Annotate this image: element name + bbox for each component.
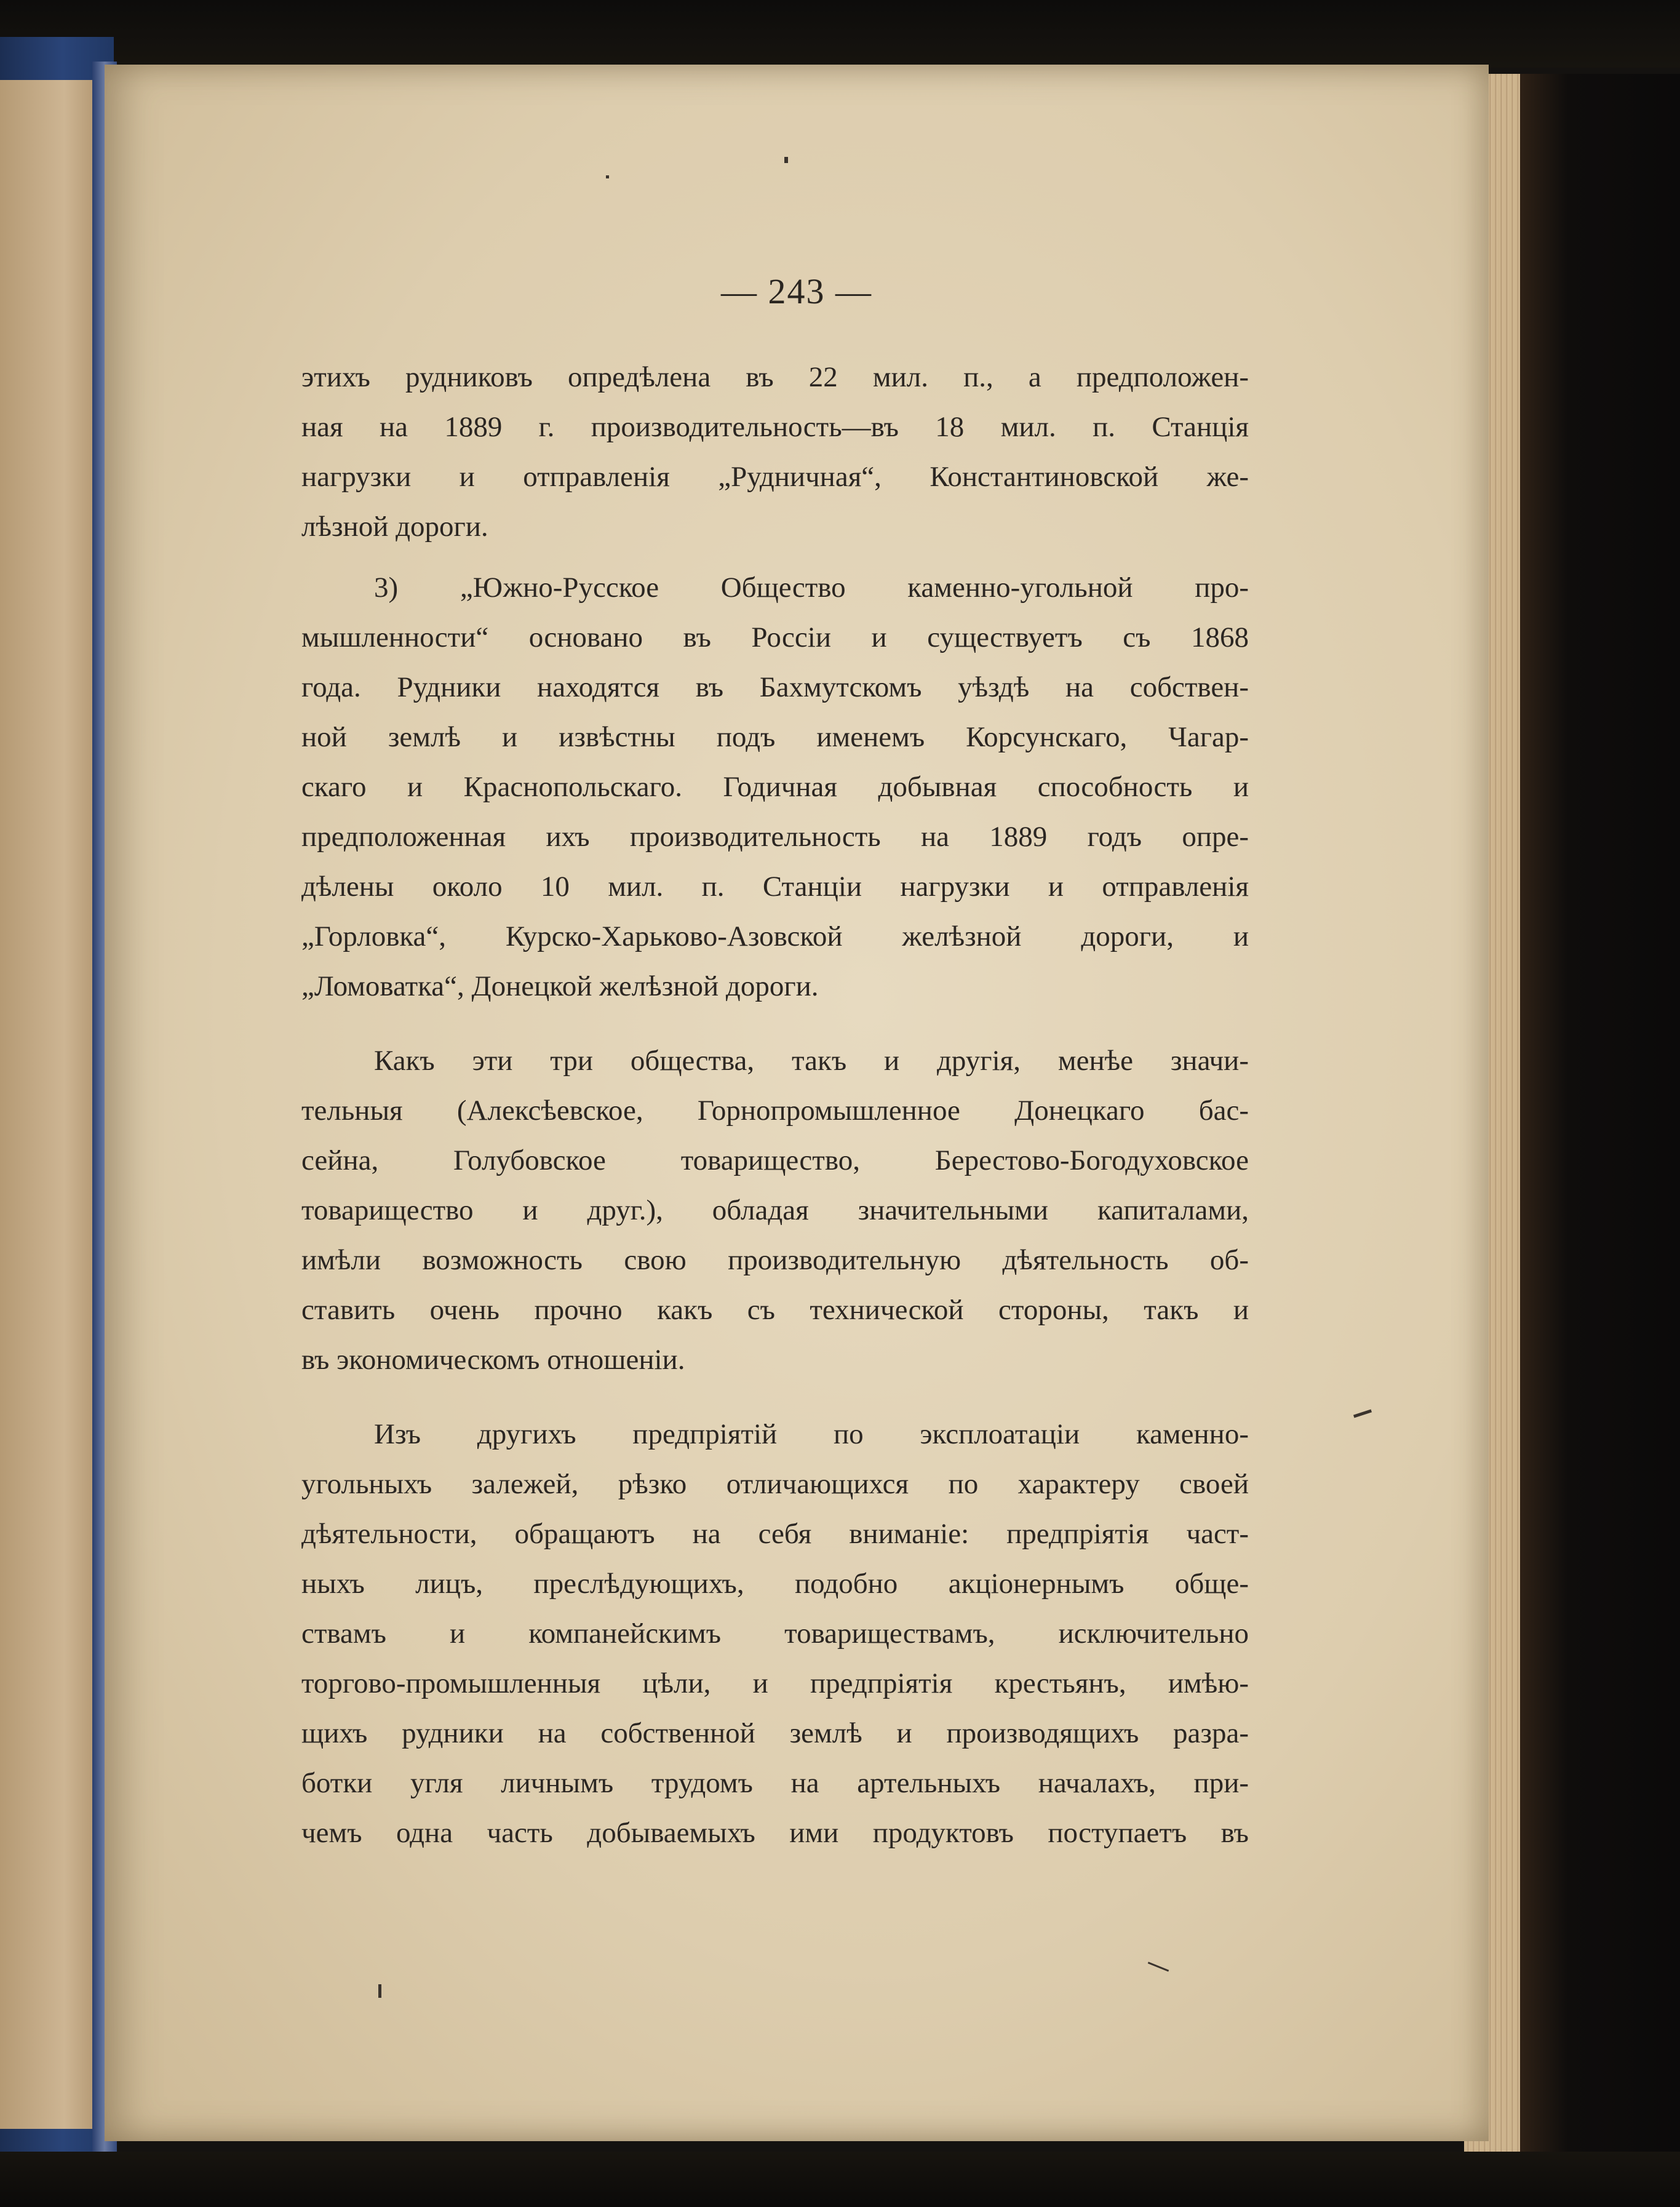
- text-line: угольныхъ залежей, рѣзко отличающихся по характеру своей: [301, 1468, 1249, 1500]
- text-line: въ экономическомъ отношеніи.: [301, 1344, 685, 1376]
- text-line: дѣятельности, обращаютъ на себя вниманіе: предпріятія част-: [301, 1518, 1249, 1550]
- text-line: ботки угля личнымъ трудомъ на артельныхъ началахъ, при-: [301, 1767, 1249, 1799]
- text-line: мышленности“ основано въ Россіи и существуетъ съ 1868: [301, 621, 1249, 653]
- text-line: „Горловка“, Курско-Харьково-Азовской желѣзной дороги, и: [301, 920, 1249, 952]
- paper-speck: [784, 157, 788, 163]
- paragraph-2: [301, 563, 1249, 1012]
- text-line: имѣли возможность свою производительную дѣятельность об-: [301, 1244, 1249, 1276]
- text-line: товарищество и друг.), обладая значительными капиталами,: [301, 1194, 1249, 1226]
- text-line: ная на 1889 г. производительность—въ 18 мил. п. Станція: [301, 411, 1249, 443]
- text-line: „Ломоватка“, Донецкой желѣзной дороги.: [301, 970, 819, 1002]
- text-line: торгово-промышленныя цѣли, и предпріятія крестьянъ, имѣю-: [301, 1667, 1249, 1699]
- text-line: щихъ рудники на собственной землѣ и производящихъ разра-: [301, 1717, 1249, 1749]
- paper-speck: [1148, 1962, 1169, 1971]
- text-line: чемъ одна часть добываемыхъ ими продуктовъ поступаетъ въ: [301, 1817, 1249, 1849]
- paragraph-1: [301, 353, 1249, 552]
- paper-speck: [1353, 1409, 1372, 1418]
- text-line: этихъ рудниковъ опредѣлена въ 22 мил. п., а предположен-: [301, 361, 1249, 393]
- text-line: ствамъ и компанейскимъ товариществамъ, исключительно: [301, 1618, 1249, 1650]
- paper-speck: [378, 1984, 381, 1998]
- book-page: [105, 65, 1489, 2141]
- text-line: Изъ другихъ предпріятій по эксплоатаціи каменно-: [374, 1418, 1249, 1450]
- text-line: года. Рудники находятся въ Бахмутскомъ уѣздѣ на собствен-: [301, 671, 1249, 703]
- text-line: сейна, Голубовское товарищество, Берестово-Богодуховское: [301, 1144, 1249, 1176]
- text-line: скаго и Краснопольскаго. Годичная добывная способность и: [301, 771, 1249, 803]
- page-body-text: [301, 353, 1249, 1858]
- text-line: ныхъ лицъ, преслѣдующихъ, подобно акціонернымъ обще-: [301, 1568, 1249, 1600]
- text-line: дѣлены около 10 мил. п. Станціи нагрузки и отправленія: [301, 871, 1249, 903]
- paper-speck: [606, 175, 609, 178]
- paragraph-3: [301, 1036, 1249, 1385]
- text-line: предположенная ихъ производительность на 1889 годъ опре-: [301, 821, 1249, 853]
- text-line: Какъ эти три общества, такъ и другія, менѣе значи-: [374, 1045, 1249, 1077]
- text-line: ставить очень прочно какъ съ технической стороны, такъ и: [301, 1294, 1249, 1326]
- binding-bottom-edge: [0, 2152, 1680, 2207]
- paragraph-4: [301, 1410, 1249, 1858]
- page-number: — 243 —: [721, 271, 872, 311]
- text-line: тельныя (Алексѣевское, Горнопромышленное Донецкаго бас-: [301, 1095, 1249, 1127]
- text-line: ной землѣ и извѣстны подъ именемъ Корсунскаго, Чагар-: [301, 721, 1249, 753]
- text-line: 3) „Южно-Русское Общество каменно-угольной про-: [374, 572, 1249, 604]
- text-line: нагрузки и отправленія „Рудничная“, Константиновской же-: [301, 461, 1249, 493]
- text-line: лѣзной дороги.: [301, 511, 488, 543]
- right-cover-board: [1520, 74, 1680, 2160]
- previous-page-edge: [0, 80, 92, 2129]
- binding-top-edge: [0, 0, 1680, 68]
